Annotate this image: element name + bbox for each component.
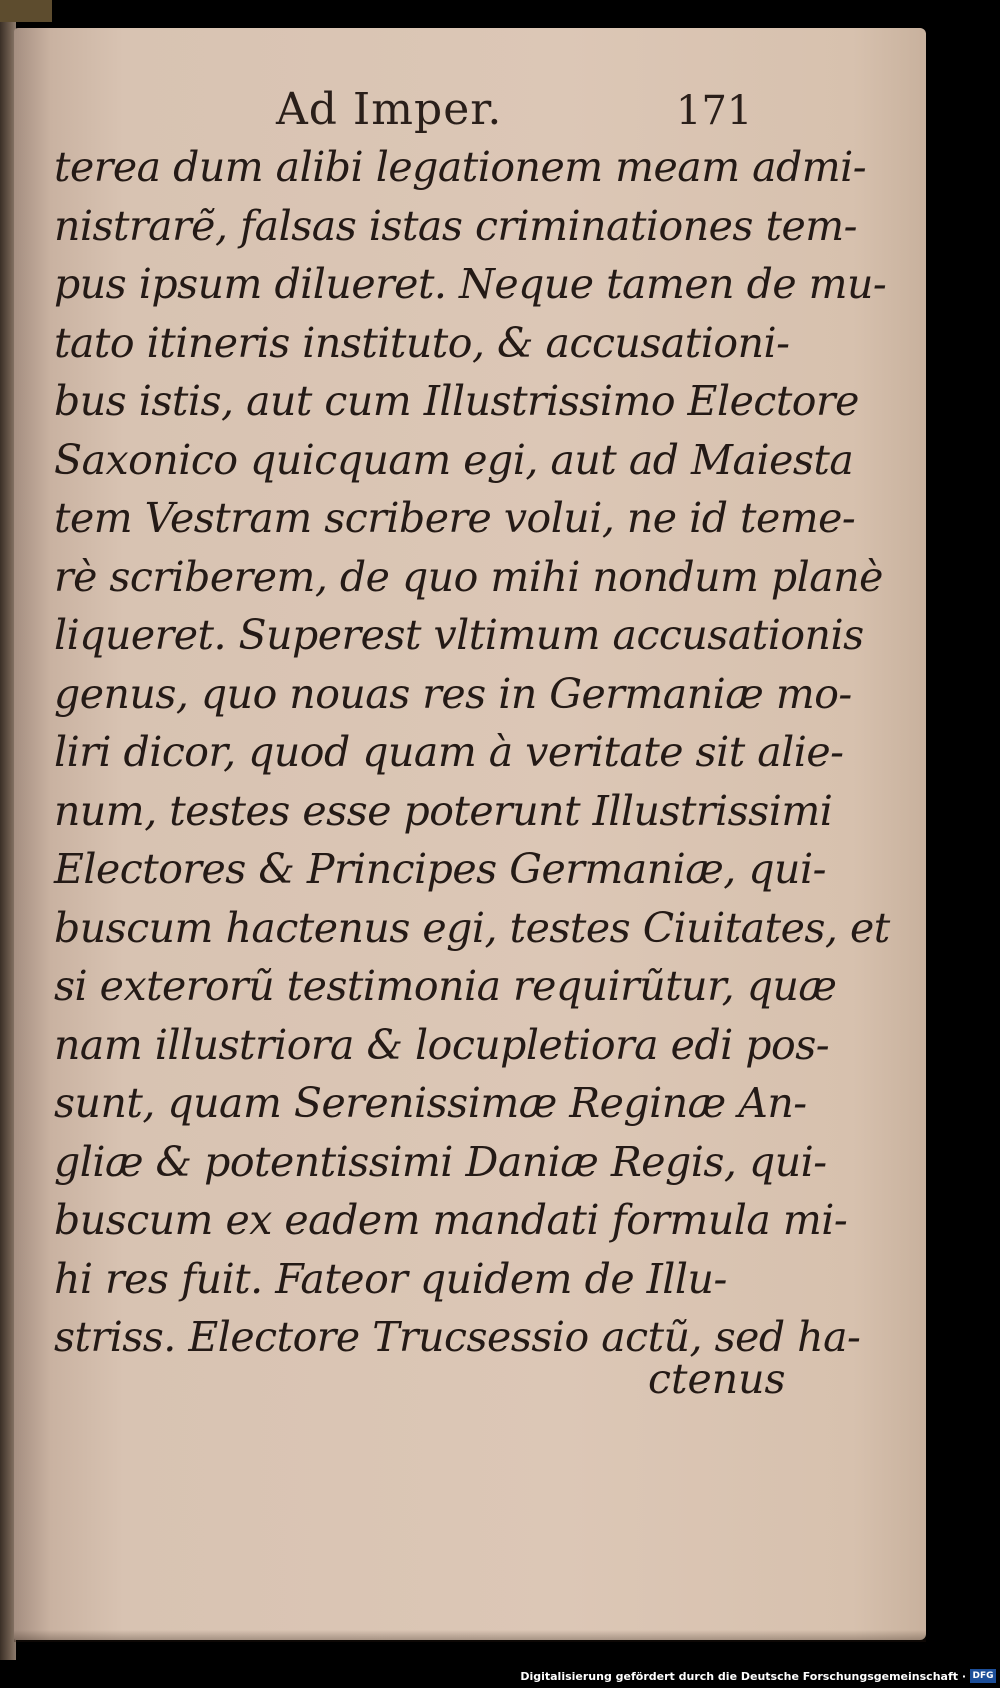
text-line: tem Vestram scribere volui, ne id teme- (54, 494, 856, 542)
text-line: bus istis, aut cum Illustrissimo Electore (54, 377, 859, 425)
text-line: genus, quo nouas res in Germaniæ mo- (54, 669, 852, 718)
text-line: nistrarẽ, falsas istas criminationes tem- (54, 201, 857, 250)
running-title: Ad Imper. (276, 84, 503, 135)
text-line: terea dum alibi legationem meam admi- (54, 143, 867, 191)
text-line: sunt, quam Serenissimæ Reginæ An- (54, 1079, 807, 1127)
dfg-logo: DFG (970, 1669, 996, 1683)
text-line: rè scriberem, de quo mihi nondum planè (54, 552, 883, 601)
text-line: striss. Electore Trucsessio actũ, sed ha- (54, 1313, 861, 1361)
text-line: pus ipsum dilueret. Neque tamen de mu- (54, 260, 887, 308)
text-line: nam illustriora & locupletiora edi pos- (54, 1020, 830, 1069)
binding-fragment (0, 0, 52, 22)
text-line: hi res fuit. Fateor quidem de Illu- (54, 1254, 727, 1303)
text-line: tato itineris instituto, & accusationi- (54, 318, 790, 367)
text-line: liri dicor, quod quam à veritate sit alie- (54, 728, 844, 776)
text-line: Saxonico quicquam egi, aut ad Maiesta (54, 435, 854, 484)
text-line: Electores & Principes Germaniæ, qui- (54, 845, 826, 893)
digitization-credit: Digitalisierung gefördert durch die Deutsche Forschungsgemeinschaft · (520, 1670, 966, 1683)
text-line: buscum ex eadem mandati formula mi- (54, 1196, 848, 1244)
text-line: liqueret. Superest vltimum accusationis (54, 611, 864, 659)
catchword: ctenus (648, 1355, 786, 1403)
text-line: si exterorũ testimonia requirũtur, quæ (54, 962, 837, 1010)
text-line: gliæ & potentissimi Daniæ Regis, qui- (54, 1137, 827, 1186)
paper-shadow (14, 1630, 926, 1642)
text-line: buscum hactenus egi, testes Ciuitates, et (54, 903, 890, 952)
body-text (54, 138, 890, 1367)
page-number: 171 (676, 88, 753, 134)
text-line: num, testes esse poterunt Illustrissimi (54, 786, 833, 835)
